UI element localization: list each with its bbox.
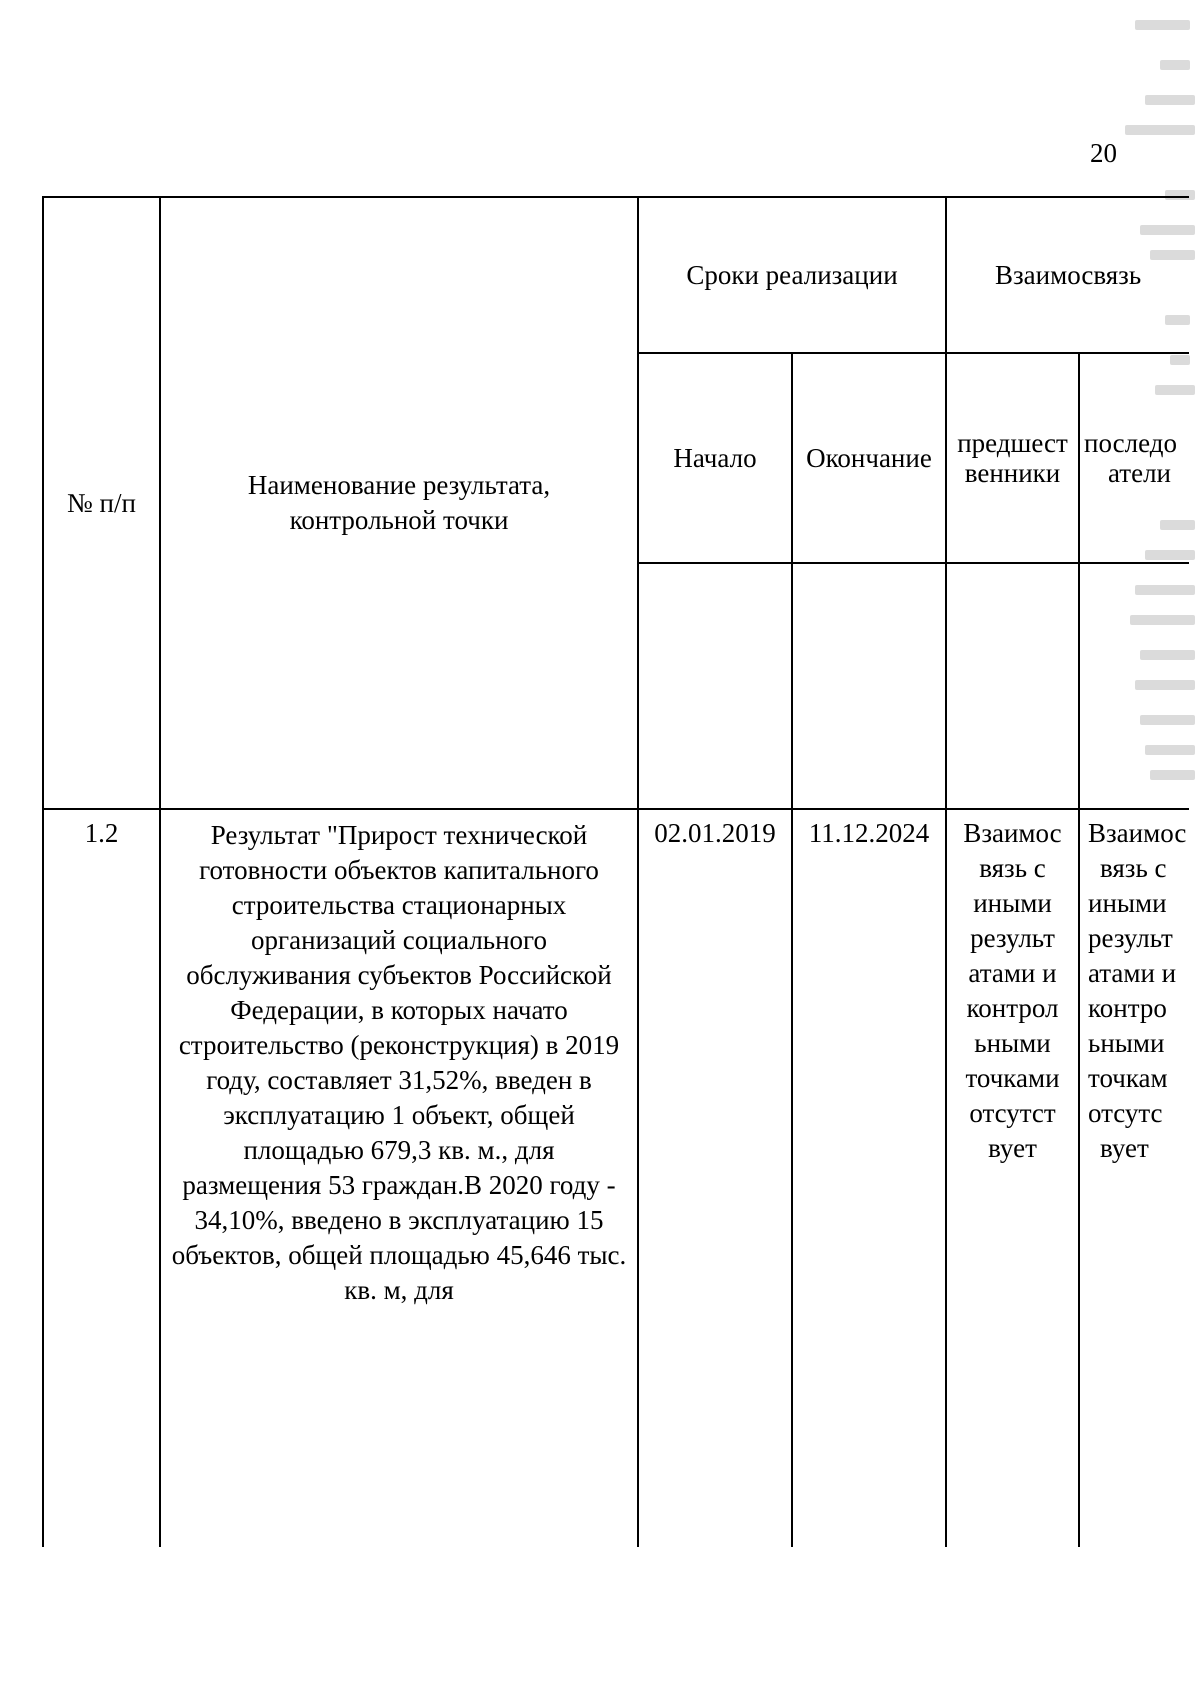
row-successors — [1079, 809, 1189, 1547]
header-successors-blank — [1079, 563, 1189, 809]
header-predecessors-blank — [946, 563, 1079, 809]
row-successors-line: точкам — [1088, 1063, 1168, 1093]
header-terms-group: Сроки реализации — [638, 197, 946, 353]
row-predecessors-line: точками — [965, 1063, 1060, 1093]
header-end: Окончание — [792, 353, 946, 563]
header-number: № п/п — [43, 197, 160, 809]
row-number: 1.2 — [43, 809, 160, 1547]
row-successors-line: вует — [1100, 1133, 1149, 1163]
row-successors-line: Взаимос — [1088, 818, 1187, 848]
header-predecessors-line2: венники — [964, 458, 1061, 488]
header-start-blank — [638, 563, 792, 809]
row-successors-line: отсутс — [1088, 1098, 1163, 1128]
header-name: Наименование результата, контрольной точки — [160, 197, 638, 809]
row-predecessors-line: вязь с — [979, 853, 1046, 883]
row-successors-line: атами и — [1088, 958, 1177, 988]
header-successors-line2: атели — [1108, 458, 1171, 488]
row-predecessors — [946, 809, 1079, 1547]
row-successors-line: иными — [1088, 888, 1167, 918]
row-start: 02.01.2019 — [638, 809, 792, 1547]
table-row — [43, 809, 1189, 1547]
header-start: Начало — [638, 353, 792, 563]
row-successors-line: результ — [1088, 923, 1173, 953]
header-relation-group: Взаимосвязь — [946, 197, 1189, 353]
row-predecessors-line: ьными — [974, 1028, 1051, 1058]
page-number: 20 — [1090, 138, 1117, 168]
row-successors-line: вязь с — [1100, 853, 1167, 883]
row-end: 11.12.2024 — [792, 809, 946, 1547]
row-predecessors-line: вует — [988, 1133, 1037, 1163]
row-predecessors-line: контрол — [966, 993, 1059, 1023]
header-end-blank — [792, 563, 946, 809]
row-successors-line: ьными — [1088, 1028, 1165, 1058]
row-successors-line: контро — [1088, 993, 1167, 1023]
results-table — [42, 196, 1189, 1547]
row-predecessors-line: атами и — [968, 958, 1057, 988]
header-successors-line1: последо — [1084, 428, 1177, 458]
row-predecessors-line: Взаимос — [963, 818, 1062, 848]
header-row-1 — [43, 197, 1189, 353]
row-predecessors-line: иными — [973, 888, 1052, 918]
row-predecessors-line: отсутст — [969, 1098, 1056, 1128]
row-predecessors-line: результ — [970, 923, 1055, 953]
header-predecessors — [946, 353, 1079, 563]
row-name: Результат "Прирост технической готовности объектов капитального строительства стационарных организаций социального обслуживания субъектов Российской Федерации, в которых начато строительство (реконструкция) в 2019 году, составляет 31,52%, введен в эксплуатацию 1 объект, общей площадью 679,3 кв. м., для размещения 53 граждан.В 2020 году - 34,10%, введено в эксплуатацию 15 объектов, общей площадью 45,646 тыс. кв. м, для — [160, 809, 638, 1547]
header-successors — [1079, 353, 1189, 563]
header-predecessors-line1: предшест — [957, 428, 1068, 458]
